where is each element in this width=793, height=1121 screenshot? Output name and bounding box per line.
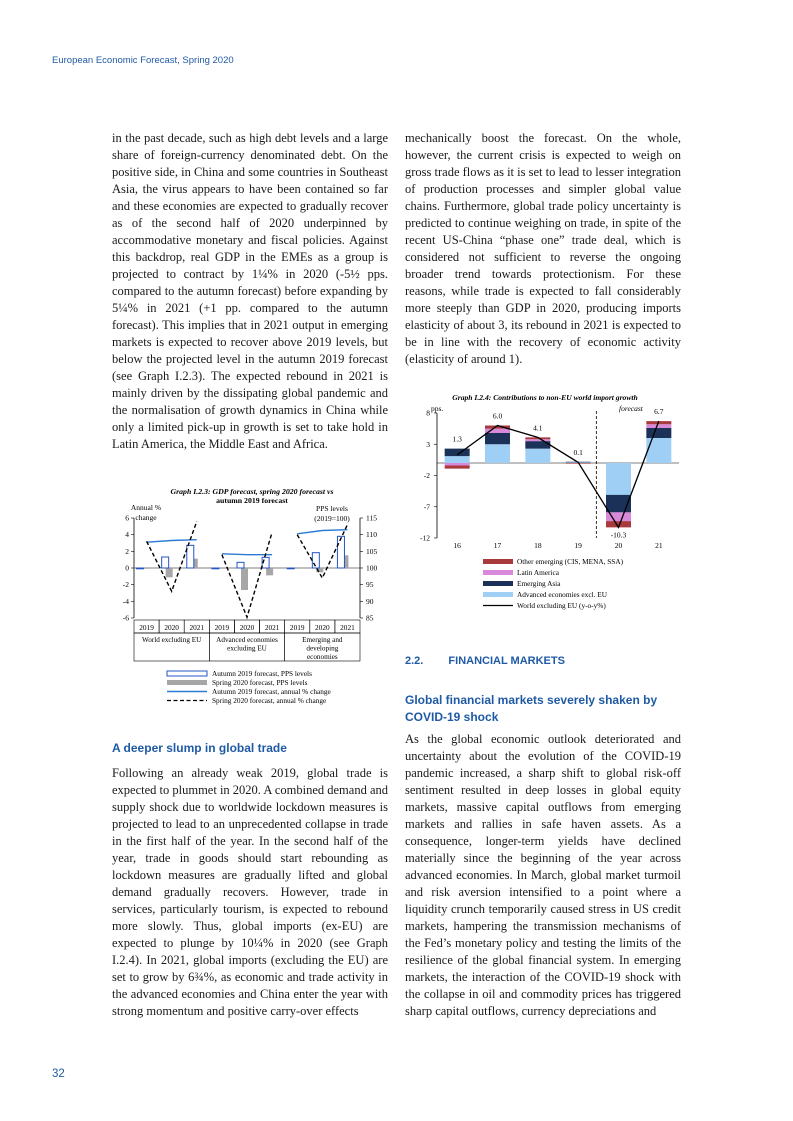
- graph-trade-bar-segment: [525, 439, 550, 441]
- graph-gdp-bar-autumn-pps: [287, 568, 294, 569]
- graph-trade-data-label: -10.3: [610, 530, 627, 540]
- graph-gdp-category-label: 2020: [164, 623, 179, 632]
- graph-trade-x-tick-label: 17: [493, 541, 502, 550]
- graph-gdp-forecast: [112, 480, 392, 720]
- right-column: [405, 130, 681, 368]
- graph-gdp-right-tick-label: 105: [366, 546, 378, 556]
- graph-gdp-bar-spring-pps: [266, 568, 273, 575]
- graph-trade-legend-swatch: [483, 559, 513, 564]
- graph-trade-bar-segment: [646, 424, 671, 428]
- graph-gdp-left-tick-label: 6: [125, 513, 129, 523]
- left-column: [112, 130, 388, 453]
- graph-gdp-bar-autumn-pps: [237, 562, 244, 568]
- graph-gdp-right-tick-label: 115: [366, 513, 377, 523]
- graph-gdp-group-label: developing: [306, 644, 339, 653]
- graph-gdp-line-autumn-pct: [222, 554, 272, 555]
- right-paragraph-2: As the global economic outlook deteriorated and uncertainty about the evolution of the COVID-19 pandemic increased, a sharp shift to global risk-off sentiment resulted in deep losses in global equity markets, massive capital outflows from emerging markets and rallies in safe haven assets. As a consequence, longer-term yields have declined materially since the beginning of the year across advanced economies. In March, global market turmoil and risk aversion intensified to a point where a liquidity crunch temporarily caused stress in US credit markets, hampering the transmission mechanisms of the Fed’s monetary policy and testing the limits of the resilience of the global financial system. In emerging markets, the interaction of the COVID-19 shock with the collapse in oil and commodity prices has triggered sharp capital outflows, currency depreciations and: [405, 732, 681, 1018]
- graph-gdp-bar-autumn-pps: [187, 545, 194, 568]
- graph-gdp-left-axis-label-2: change: [135, 513, 157, 522]
- graph-gdp-bar-autumn-pps: [162, 557, 169, 568]
- graph-gdp-left-tick-label: -6: [122, 613, 129, 623]
- graph-gdp-left-axis-label-1: Annual %: [130, 503, 162, 512]
- graph-gdp-left-tick-label: -2: [122, 580, 129, 590]
- graph-gdp-bar-spring-pps: [241, 568, 248, 590]
- graph-trade-contributions: [405, 388, 685, 620]
- graph-trade-x-tick-label: 18: [534, 541, 542, 550]
- graph-trade-bar-segment: [646, 438, 671, 463]
- left-paragraph-2: Following an already weak 2019, global trade is expected to plummet in 2020. A combined demand and supply shock due to worldwide lockdown measures is projected to lead to an unprecedented collapse in trade in the first half of the year. In the second half of the year, trade in goods should start rebounding as lockdown measures are gradually lifted and global demand gradually recovers. However, trade in services, particularly tourism, is expected to rebound more slowly. Thus, global imports (ex-EU) are expected to plunge by 10¼% in 2020 (see Graph I.2.4). In 2021, global imports (excluding the EU) are set to grow by 6¾%, as economic and trade activity in the advanced economies and China enter the year with strong momentum and positive carry-over effects: [112, 766, 388, 1018]
- graph-trade-y-tick-label: -2: [423, 471, 430, 480]
- graph-gdp-bar-spring-pps: [166, 568, 173, 577]
- graph-gdp-right-tick-label: 85: [366, 613, 374, 623]
- graph-trade-bar-segment: [646, 428, 671, 438]
- graph-gdp-left-tick-label: -4: [122, 596, 129, 606]
- left-subheading-trade: A deeper slump in global trade: [112, 741, 287, 755]
- graph-gdp-group-label: World excluding EU: [142, 636, 202, 644]
- graph-trade-legend-label: World excluding EU (y-o-y%): [517, 601, 606, 610]
- graph-gdp-legend-label: Spring 2020 forecast, PPS levels: [212, 678, 308, 687]
- left-paragraph-1: in the past decade, such as high debt levels and a large share of foreign-currency denominated debt. On the positive side, in China and some countries in Southeast Asia, the virus appears to have been contained so far and these economies are expected to gradually recover as of the second half of 2020 underpinned by accommodative monetary and fiscal policies. Against this backdrop, real GDP in the EMEs as a group is projected to contract by 1¼% in 2020 (-5½ pps. compared to the autumn forecast) before expanding by 5¼% in 2021 (+1 pp. compared to the autumn forecast). This implies that in 2021 output in emerging markets is expected to recover above 2019 levels, but below the projected level in the autumn 2019 forecast (see Graph I.2.3). The expected rebound in 2021 is mainly driven by the dissipating global pandemic and the normalisation of growth dynamics in China while only a limited pick-up in growth is set to take hold in Latin America, the Middle East and Africa.: [112, 131, 389, 451]
- graph-gdp-right-tick-label: 90: [366, 596, 374, 606]
- graph-gdp-category-label: 2019: [289, 623, 305, 632]
- graph-trade-legend-swatch: [483, 581, 513, 586]
- graph-gdp-right-axis-label-2: (2019=100): [314, 514, 350, 523]
- graph-gdp-line-autumn-pct: [297, 530, 347, 534]
- graph-trade-bar-segment: [485, 444, 510, 463]
- running-header: European Economic Forecast, Spring 2020: [52, 55, 234, 66]
- graph-gdp-group-label: economies: [306, 653, 338, 661]
- graph-gdp-right-tick-label: 110: [366, 530, 377, 540]
- graph-gdp-line-autumn-pct: [147, 540, 197, 543]
- graph-gdp-group-label: excluding EU: [227, 644, 267, 653]
- graph-trade-data-label: 0.1: [573, 447, 583, 457]
- graph-trade-y-tick-label: -7: [423, 502, 430, 512]
- graph-trade-data-label: 6.0: [492, 411, 503, 421]
- graph-gdp-category-label: 2021: [189, 623, 205, 632]
- right-subheading-financial: Global financial markets severely shaken by COVID-19 shock: [405, 693, 658, 724]
- left-column-lower: [112, 765, 388, 1020]
- graph-trade-data-label: 4.1: [533, 423, 543, 433]
- graph-gdp-bar-autumn-pps: [212, 568, 219, 569]
- graph-trade-bar-segment: [445, 466, 470, 469]
- graph-trade-legend-swatch: [483, 570, 513, 575]
- graph-gdp-category-label: 2020: [315, 623, 330, 632]
- graph-trade-bar-segment: [606, 463, 631, 495]
- graph-trade-bar-segment: [445, 449, 470, 457]
- graph-gdp-left-tick-label: 0: [125, 563, 129, 573]
- graph-trade-x-tick-label: 20: [614, 541, 623, 550]
- graph-gdp-legend-swatch: [167, 671, 207, 676]
- graph-trade-legend-label: Latin America: [517, 568, 559, 577]
- graph-trade-legend-swatch: [483, 592, 513, 597]
- graph-gdp-category-label: 2021: [340, 623, 355, 632]
- graph-gdp-right-axis-label-1: PPS levels: [316, 504, 348, 513]
- graph-gdp-left-tick-label: 4: [125, 530, 129, 540]
- graph-trade-title: Graph I.2.4: Contributions to non-EU world import growth: [452, 393, 638, 402]
- graph-trade-legend-label: Other emerging (CIS, MENA, SSA): [517, 557, 624, 566]
- graph-trade-legend-label: Emerging Asia: [517, 579, 561, 588]
- graph-gdp-title-line2: autumn 2019 forecast: [216, 496, 288, 505]
- graph-trade-bar-segment: [445, 456, 470, 463]
- graph-gdp-legend-swatch: [167, 680, 207, 685]
- page-number: 32: [52, 1068, 65, 1080]
- graph-gdp-group-label: Advanced economies: [216, 636, 278, 644]
- graph-trade-y-unit: pps.: [431, 404, 444, 413]
- graph-trade-bar-segment: [525, 449, 550, 463]
- graph-gdp-legend-label: Autumn 2019 forecast, annual % change: [212, 687, 331, 696]
- graph-gdp-category-label: 2019: [214, 623, 230, 632]
- graph-trade-x-tick-label: 19: [574, 541, 582, 550]
- graph-gdp-title-line1: Graph I.2.3: GDP forecast, spring 2020 forecast vs: [170, 487, 334, 496]
- graph-gdp-legend-label: Spring 2020 forecast, annual % change: [212, 696, 327, 705]
- graph-trade-bar-segment: [445, 463, 470, 466]
- graph-gdp-left-tick-label: 2: [125, 546, 129, 556]
- graph-trade-legend-label: Advanced economies excl. EU: [517, 590, 607, 599]
- graph-gdp-group-label: Emerging and: [302, 636, 343, 644]
- graph-trade-y-tick-label: -12: [420, 533, 430, 543]
- graph-trade-x-tick-label: 16: [453, 541, 461, 550]
- graph-trade-y-tick-label: 3: [426, 439, 430, 449]
- graph-gdp-category-label: 2019: [139, 623, 154, 632]
- graph-gdp-bar-autumn-pps: [137, 568, 144, 569]
- graph-trade-y-tick-label: 8: [426, 408, 430, 418]
- graph-gdp-right-tick-label: 100: [366, 563, 378, 573]
- section-number: 2.2.: [405, 655, 424, 667]
- graph-gdp-category-label: 2021: [264, 623, 280, 632]
- right-column-lower: [405, 731, 681, 1020]
- graph-gdp-legend-label: Autumn 2019 forecast, PPS levels: [212, 669, 312, 678]
- graph-trade-data-label: 1.3: [452, 434, 462, 444]
- graph-gdp-right-tick-label: 95: [366, 580, 374, 590]
- section-heading: [405, 655, 565, 667]
- graph-gdp-category-label: 2020: [239, 623, 255, 632]
- graph-gdp-bar-autumn-pps: [337, 536, 344, 568]
- right-paragraph-1: mechanically boost the forecast. On the whole, however, the current crisis is expected to weigh on gross trade flows as it is set to lead to lesser integration of production processes and simpler global value chains. Furthermore, global trade policy uncertainty is predicted to continue weighing on trade, in spite of the recent US-China “phase one” trade deal, which is considered not sufficient to reverse the ongoing broader trend towards protectionism. For these reasons, while trade is expected to fall considerably more steeply than GDP in 2020, producing imports elasticity of about 3, its rebound in 2021 is expected to be in line with the recovery of economic activity (elasticity of around 1).: [405, 131, 681, 366]
- graph-trade-forecast-label: forecast: [619, 404, 643, 413]
- section-title: FINANCIAL MARKETS: [448, 655, 565, 667]
- graph-trade-bar-segment: [485, 433, 510, 444]
- graph-trade-x-tick-label: 21: [655, 541, 663, 550]
- graph-trade-data-label: 6.7: [654, 407, 664, 417]
